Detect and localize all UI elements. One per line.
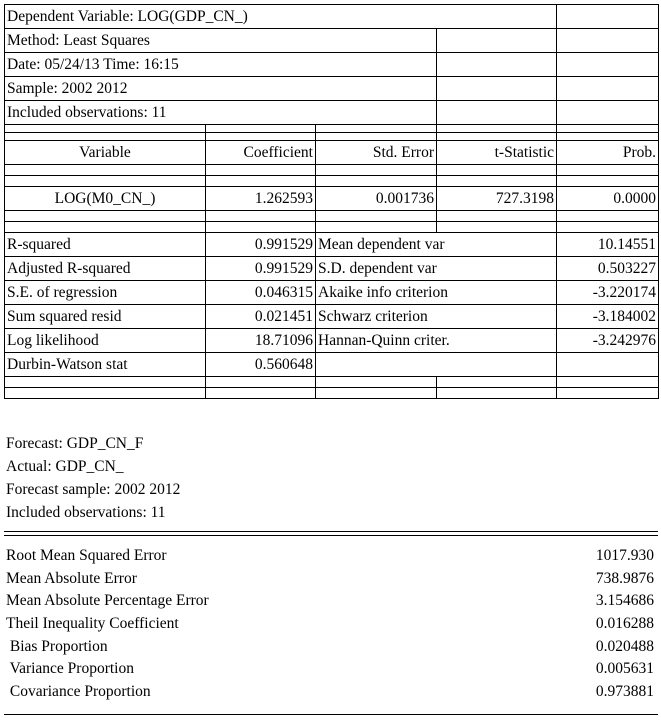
stat-value2: 0.503227 (557, 257, 659, 281)
bottom-divider (4, 714, 658, 715)
stat-label2: Hannan-Quinn criter. (316, 329, 557, 353)
metric-value: 3.154686 (595, 592, 654, 610)
stat-label: S.E. of regression (5, 281, 206, 305)
forecast-metrics (6, 545, 656, 704)
stat-value: 0.046315 (206, 281, 316, 305)
stat-value2: -3.184002 (557, 305, 659, 329)
col-std-error: Std. Error (316, 141, 437, 165)
forecast-sample: Forecast sample: 2002 2012 (6, 481, 181, 498)
metric-row (6, 636, 656, 659)
stat-value: 0.560648 (206, 353, 316, 377)
stat-row (5, 353, 659, 377)
header-row (5, 101, 659, 125)
stat-label: Durbin-Watson stat (5, 353, 206, 377)
forecast-observations: Included observations: 11 (6, 504, 166, 521)
var-name: LOG(M0_CN_) (5, 187, 206, 211)
forecast-info (6, 432, 180, 524)
stat-label2 (316, 353, 557, 377)
forecast-name: Forecast: GDP_CN_F (6, 435, 144, 452)
double-divider (4, 531, 658, 536)
stat-label2: Akaike info criterion (316, 281, 557, 305)
stat-value2: -3.220174 (557, 281, 659, 305)
forecast-actual: Actual: GDP_CN_ (6, 458, 124, 475)
t-stat-value: 727.3198 (437, 187, 557, 211)
metric-row (6, 545, 656, 568)
metric-label: Theil Inequality Coefficient (6, 615, 179, 633)
stat-value2: 10.14551 (557, 233, 659, 257)
header-row (5, 5, 659, 29)
stat-label2: Mean dependent var (316, 233, 557, 257)
metric-label: Mean Absolute Error (6, 569, 137, 587)
metric-value: 0.016288 (595, 615, 654, 633)
header-row (5, 29, 659, 53)
metric-row (6, 658, 656, 681)
stat-value: 0.991529 (206, 257, 316, 281)
col-variable: Variable (5, 141, 206, 165)
stat-row (5, 305, 659, 329)
metric-value: 0.005631 (595, 660, 654, 678)
std-error-value: 0.001736 (316, 187, 437, 211)
stat-value: 0.021451 (206, 305, 316, 329)
metric-row (6, 568, 656, 591)
stat-value: 0.991529 (206, 233, 316, 257)
sample: Sample: 2002 2012 (5, 77, 437, 101)
metric-row (6, 590, 656, 613)
stat-label2: S.D. dependent var (316, 257, 557, 281)
stat-row (5, 233, 659, 257)
stat-label: Sum squared resid (5, 305, 206, 329)
included-observations: Included observations: 11 (5, 101, 437, 125)
header-row (5, 77, 659, 101)
col-prob: Prob. (557, 141, 659, 165)
date: Date: 05/24/13 Time: 16:15 (5, 53, 437, 77)
col-t-statistic: t-Statistic (437, 141, 557, 165)
stat-label: R-squared (5, 233, 206, 257)
col-coefficient: Coefficient (206, 141, 316, 165)
metric-label: Covariance Proportion (6, 683, 151, 701)
coef-value: 1.262593 (206, 187, 316, 211)
stat-label: Log likelihood (5, 329, 206, 353)
metric-value: 0.973881 (595, 683, 654, 701)
column-header-row (5, 141, 659, 165)
stat-row (5, 281, 659, 305)
method: Method: Least Squares (5, 29, 437, 53)
stat-value2 (557, 353, 659, 377)
metric-label: Mean Absolute Percentage Error (6, 592, 209, 610)
regression-table (4, 4, 659, 399)
metric-value: 738.9876 (595, 569, 654, 587)
stat-label2: Schwarz criterion (316, 305, 557, 329)
dependent-variable: Dependent Variable: LOG(GDP_CN_) (5, 5, 557, 29)
stat-value: 18.71096 (206, 329, 316, 353)
stat-row (5, 257, 659, 281)
metric-label: Variance Proportion (6, 660, 134, 678)
metric-row (6, 613, 656, 636)
metric-label: Bias Proportion (6, 637, 108, 655)
stat-label: Adjusted R-squared (5, 257, 206, 281)
metric-row (6, 681, 656, 704)
prob-value: 0.0000 (557, 187, 659, 211)
metric-label: Root Mean Squared Error (6, 547, 167, 564)
stat-row (5, 329, 659, 353)
metric-value: 0.020488 (595, 637, 654, 655)
stat-value2: -3.242976 (557, 329, 659, 353)
metric-value: 1017.930 (595, 547, 654, 564)
header-row (5, 53, 659, 77)
coefficient-row (5, 187, 659, 211)
